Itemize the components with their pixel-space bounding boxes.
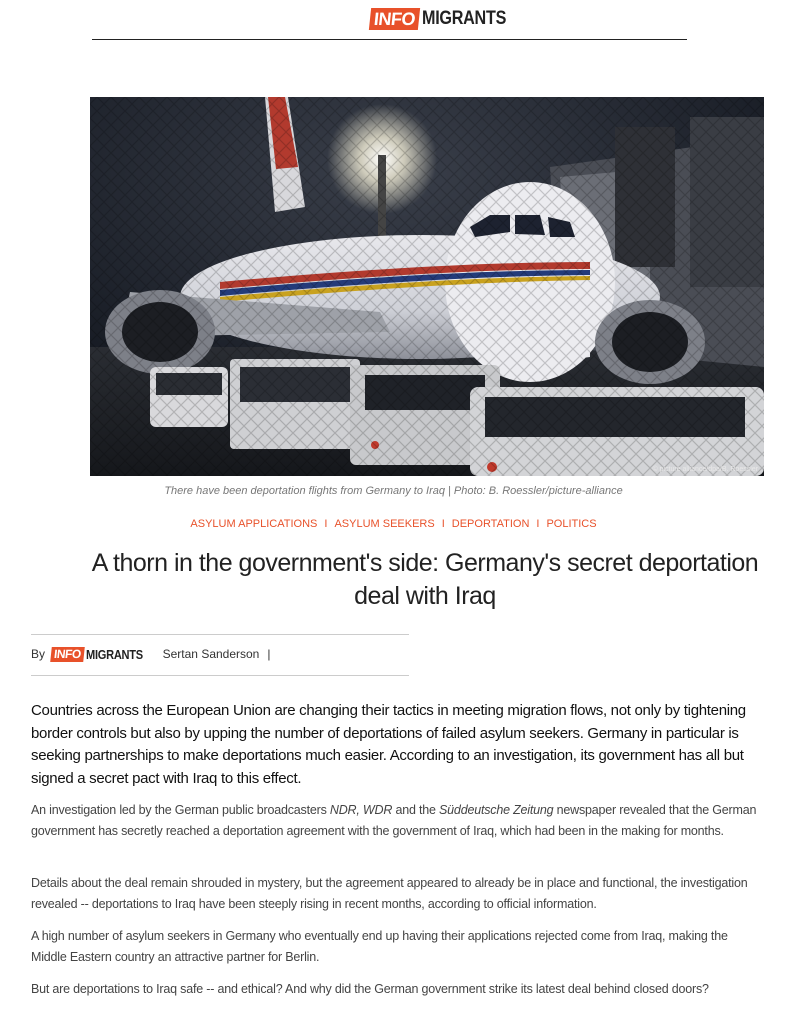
image-caption: There have been deportation flights from Germany to Iraq | Photo: B. Roessler/picture-alliance — [164, 485, 623, 497]
byline — [31, 645, 270, 663]
article-paragraph — [31, 800, 766, 841]
paragraph-text: and the — [392, 803, 440, 817]
tag-list — [0, 518, 787, 530]
airplane-photo — [90, 97, 764, 476]
tag-deportation[interactable]: DEPORTATION — [451, 518, 530, 530]
paragraph-text: An investigation led by the German public broadcasters — [31, 803, 330, 817]
infomigrants-logo[interactable] — [370, 7, 521, 31]
article-paragraph: But are deportations to Iraq safe -- and ethical? And why did the German government strike its latest deal behind closed doors? — [31, 982, 709, 996]
byline-logo-migrants-text: MIGRANTS — [85, 646, 143, 662]
byline-infomigrants-logo[interactable] — [51, 647, 153, 662]
article-lead: Countries across the European Union are changing their tactics in meeting migration flows, not only by tightening border controls but also by upping the number of deportations of failed asylum seekers. Germany in particular is seeking partnerships to make deportations much easier. According to an investigation, its government has all but signed a secret pact with Iraq to this effect. — [31, 702, 746, 787]
byline-logo-info-mark: INFO — [50, 647, 84, 662]
newspaper-name: Süddeutsche Zeitung — [439, 803, 554, 817]
tag-separator: I — [324, 518, 328, 530]
byline-separator: | — [267, 647, 271, 661]
author-name[interactable]: Sertan Sanderson — [162, 647, 260, 661]
tag-politics[interactable]: POLITICS — [546, 518, 597, 530]
tag-separator: I — [441, 518, 445, 530]
site-header — [92, 0, 687, 40]
logo-migrants-text: MIGRANTS — [422, 8, 507, 29]
logo-info-mark: INFO — [369, 8, 420, 30]
byline-divider-bottom — [31, 675, 409, 676]
hero-image — [90, 97, 764, 476]
paragraph-text: newspaper revealed that the German government has secretly reached a deportation agreement with the government of Iraq, which had been in the making for months. — [31, 803, 757, 838]
tag-separator: I — [536, 518, 540, 530]
photo-credit: © picture alliance/dpa/B. Roessler — [652, 466, 758, 473]
tag-asylum-applications[interactable]: ASYLUM APPLICATIONS — [190, 518, 318, 530]
tag-asylum-seekers[interactable]: ASYLUM SEEKERS — [334, 518, 435, 530]
article-paragraph: Details about the deal remain shrouded in mystery, but the agreement appeared to already be in place and functional, the investigation revealed -- deportations to Iraq have been steeply rising in recent months, according to official information. — [31, 876, 748, 911]
broadcaster-names: NDR, WDR — [329, 803, 393, 817]
article-paragraph: A high number of asylum seekers in Germany who eventually end up having their applications rejected come from Iraq, making the Middle Eastern country an attractive partner for Berlin. — [31, 929, 728, 964]
byline-divider-top — [31, 634, 409, 635]
byline-by: By — [31, 647, 46, 661]
article-headline: A thorn in the government's side: Germany's secret deportation deal with Iraq — [91, 549, 759, 610]
